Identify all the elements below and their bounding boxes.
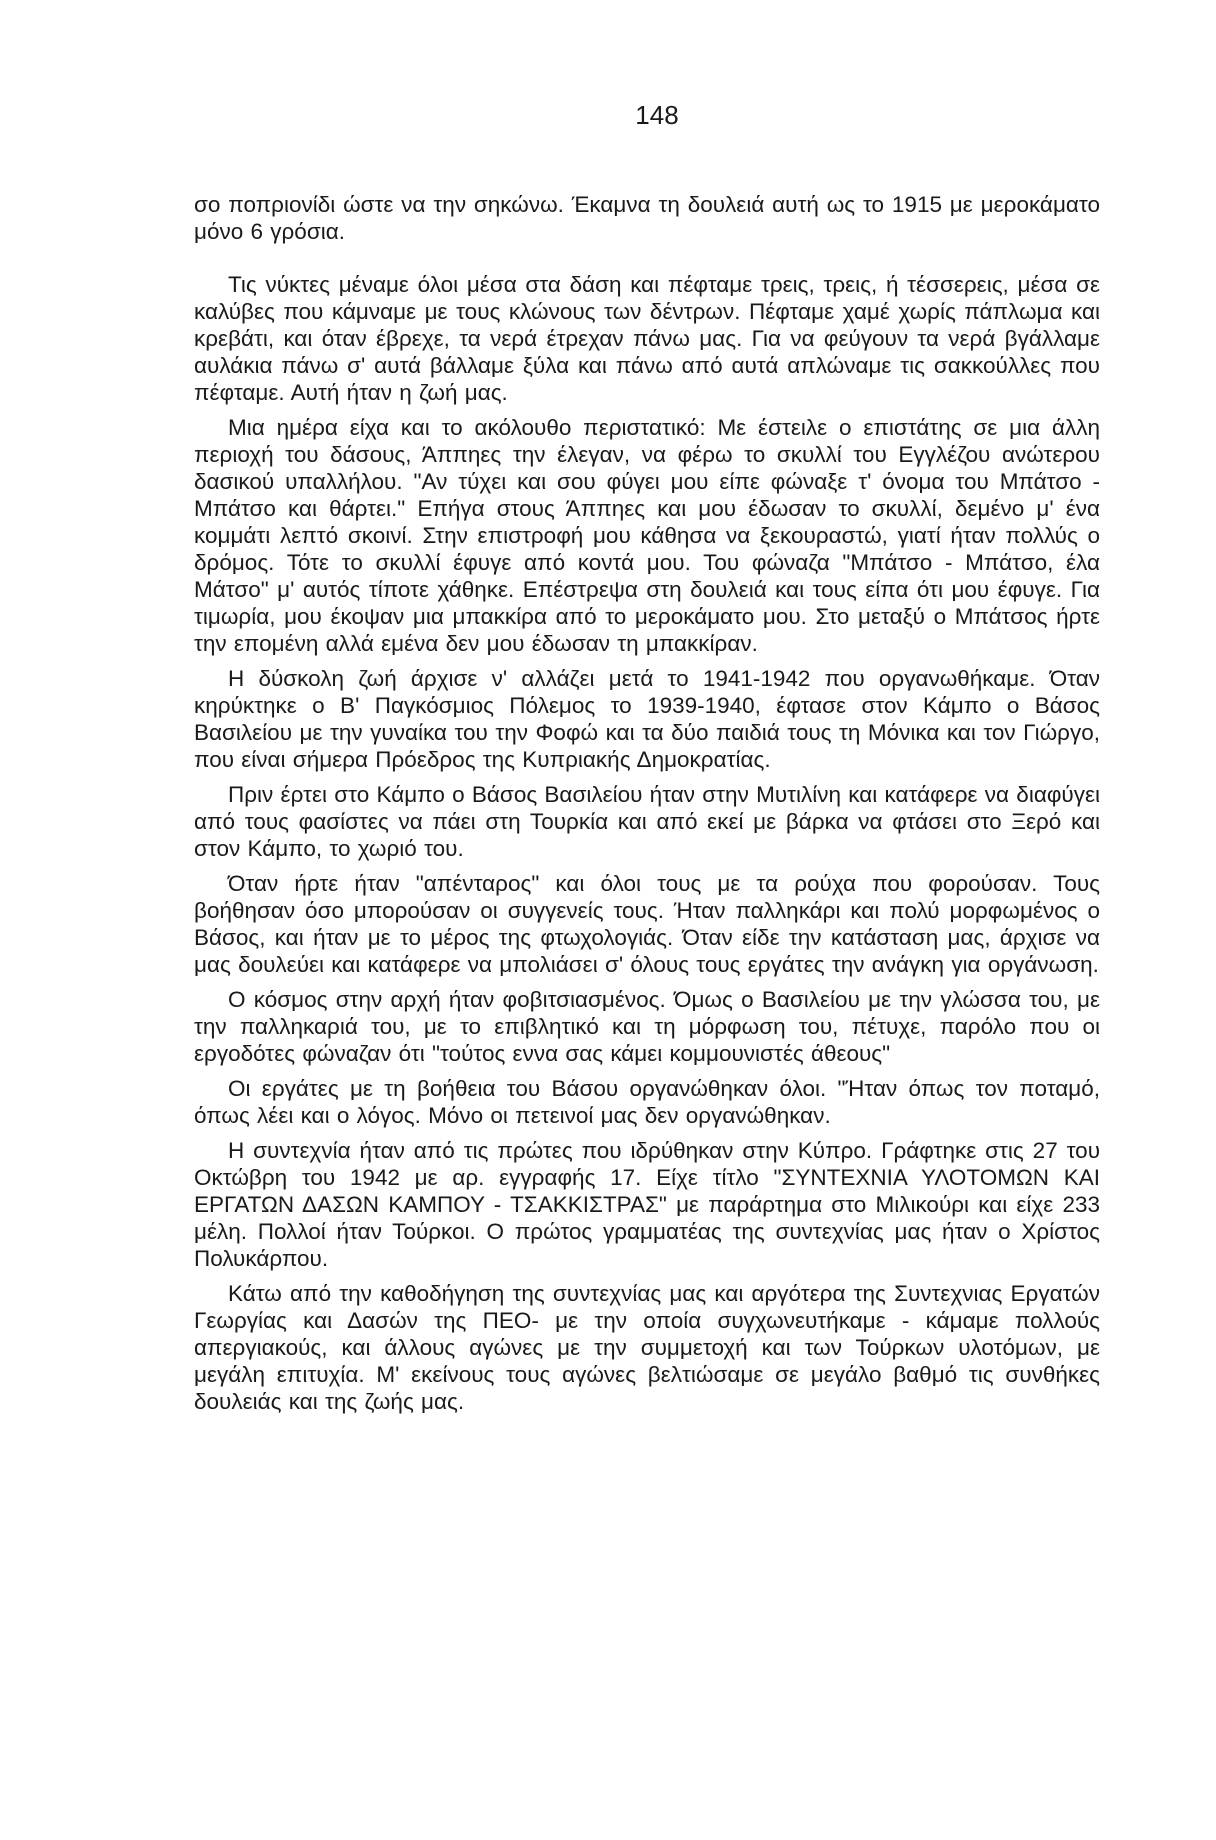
paragraph: Ο κόσμος στην αρχή ήταν φοβιτσιασμένος. Όμως ο Βασιλείου με την γλώσσα του, με την παλληκαριά του, με το επιβλητικό και τη μόρφωση του, πέτυχε, παρόλο που οι εργοδότες φώναζαν ότι "τούτος εννα σας κάμει κομμουνιστές άθεους" (194, 987, 1100, 1066)
paragraph: Κάτω από την καθοδήγηση της συντεχνίας μας και αργότερα της Συντεχνιας Εργατών Γεωργίας και Δασών της ΠΕΟ- με την οποία συγχωνευτήκαμε - κάμαμε πολλούς απεργιακούς, και άλλους αγώνες με την συμμετοχή και των Τούρκων υλοτόμων, με μεγάλη επιτυχία. Μ' εκείνους τους αγώνες βελτιώσαμε σε μεγάλο βαθμό τις συνθήκες δουλειάς και της ζωής μας. (194, 1281, 1100, 1414)
paragraph: Η δύσκολη ζωή άρχισε ν' αλλάζει μετά το 1941-1942 που οργανωθήκαμε. Όταν κηρύκτηκε ο Β' Παγκόσμιος Πόλεμος το 1939-1940, έφτασε στον Κάμπο ο Βάσος Βασιλείου με την γυναίκα του την Φοφώ και τα δύο παιδιά τους τη Μόνικα και τον Γιώργο, που είναι σήμερα Πρόεδρος της Κυπριακής Δημοκρατίας. (194, 666, 1100, 772)
page-number: 148 (635, 100, 679, 130)
paragraph: σο ποπριονίδι ώστε να την σηκώνω. Έκαμνα τη δουλειά αυτή ως το 1915 με μεροκάματο μόνο 6 γρόσια. (194, 192, 1100, 244)
paragraph: Πριν έρτει στο Κάμπο ο Βάσος Βασιλείου ήταν στην Μυτιλίνη και κατάφερε να διαφύγει από τους φασίστες να πάει στη Τουρκία και από εκεί με βάρκα να φτάσει στο Ξερό και στον Κάμπο, το χωριό του. (194, 782, 1100, 861)
paragraph: Η συντεχνία ήταν από τις πρώτες που ιδρύθηκαν στην Κύπρο. Γράφτηκε στις 27 του Οκτώβρη του 1942 με αρ. εγγραφής 17. Είχε τίτλο "ΣΥΝΤΕΧΝΙΑ ΥΛΟΤΟΜΩΝ ΚΑΙ ΕΡΓΑΤΩΝ ΔΑΣΩΝ ΚΑΜΠΟΥ - ΤΣΑΚΚΙΣΤΡΑΣ" με παράρτημα στο Μιλικούρι και είχε 233 μέλη. Πολλοί ήταν Τούρκοι. Ο πρώτος γραμματέας της συντεχνίας μας ήταν ο Χρίστος Πολυκάρπου. (194, 1138, 1100, 1271)
paragraph: Μια ημέρα είχα και το ακόλουθο περιστατικό: Με έστειλε ο επιστάτης σε μια άλλη περιοχή του δάσους, Άππηες την έλεγαν, να φέρω το σκυλλί του Εγγλέζου ανώτερου δασικού υπαλλήλου. "Αν τύχει και σου φύγει μου είπε φώναξε τ' όνομα του Μπάτσο - Μπάτσο και θάρτει." Επήγα στους Άππηες και μου έδωσαν το σκυλλί, δεμένο μ' ένα κομμάτι λεπτό σκοινί. Στην επιστροφή μου κάθησα να ξεκουραστώ, γιατί ήταν πολλύς ο δρόμος. Τότε το σκυλλί έφυγε από κοντά μου. Του φώναζα "Μπάτσο - Μπάτσο, έλα Μάτσο" μ' αυτός τίποτε χάθηκε. Επέστρεψα στη δουλειά και τους είπα ότι μου έφυγε. Για τιμωρία, μου έκοψαν μια μπακκίρα από το μεροκάματο μου. Στο μεταξύ ο Μπάτσος ήρτε την επομένη αλλά εμένα δεν μου έδωσαν τη μπακκίραν. (194, 415, 1100, 656)
paragraph: Οι εργάτες με τη βοήθεια του Βάσου οργανώθηκαν όλοι. "Ήταν όπως τον ποταμό, όπως λέει και ο λόγος. Μόνο οι πετεινοί μας δεν οργανώθηκαν. (194, 1076, 1100, 1128)
paragraph: Όταν ήρτε ήταν "απένταρος" και όλοι τους με τα ρούχα που φορούσαν. Τους βοήθησαν όσο μπορούσαν οι συγγενείς τους. Ήταν παλληκάρι και πολύ μορφωμένος ο Βάσος, και ήταν με το μέρος της φτωχολογιάς. Όταν είδε την κατάσταση μας, άρχισε να μας δουλεύει και κατάφερε να μπολιάσει σ' όλους τους εργάτες την ανάγκη για οργάνωση. (194, 871, 1100, 977)
paragraph: Τις νύκτες μέναμε όλοι μέσα στα δάση και πέφταμε τρεις, τρεις, ή τέσσερεις, μέσα σε καλύβες που κάμναμε με τους κλώνους των δέντρων. Πέφταμε χαμέ χωρίς πάπλωμα και κρεβάτι, και όταν έβρεχε, τα νερά έτρεχαν πάνω μας. Για να φεύγουν τα νερά βγάλλαμε αυλάκια πάνω σ' αυτά βάλλαμε ξύλα και πάνω από αυτά απλώναμε τις σακκούλλες που πέφταμε. Αυτή ήταν η ζωή μας. (194, 272, 1100, 405)
